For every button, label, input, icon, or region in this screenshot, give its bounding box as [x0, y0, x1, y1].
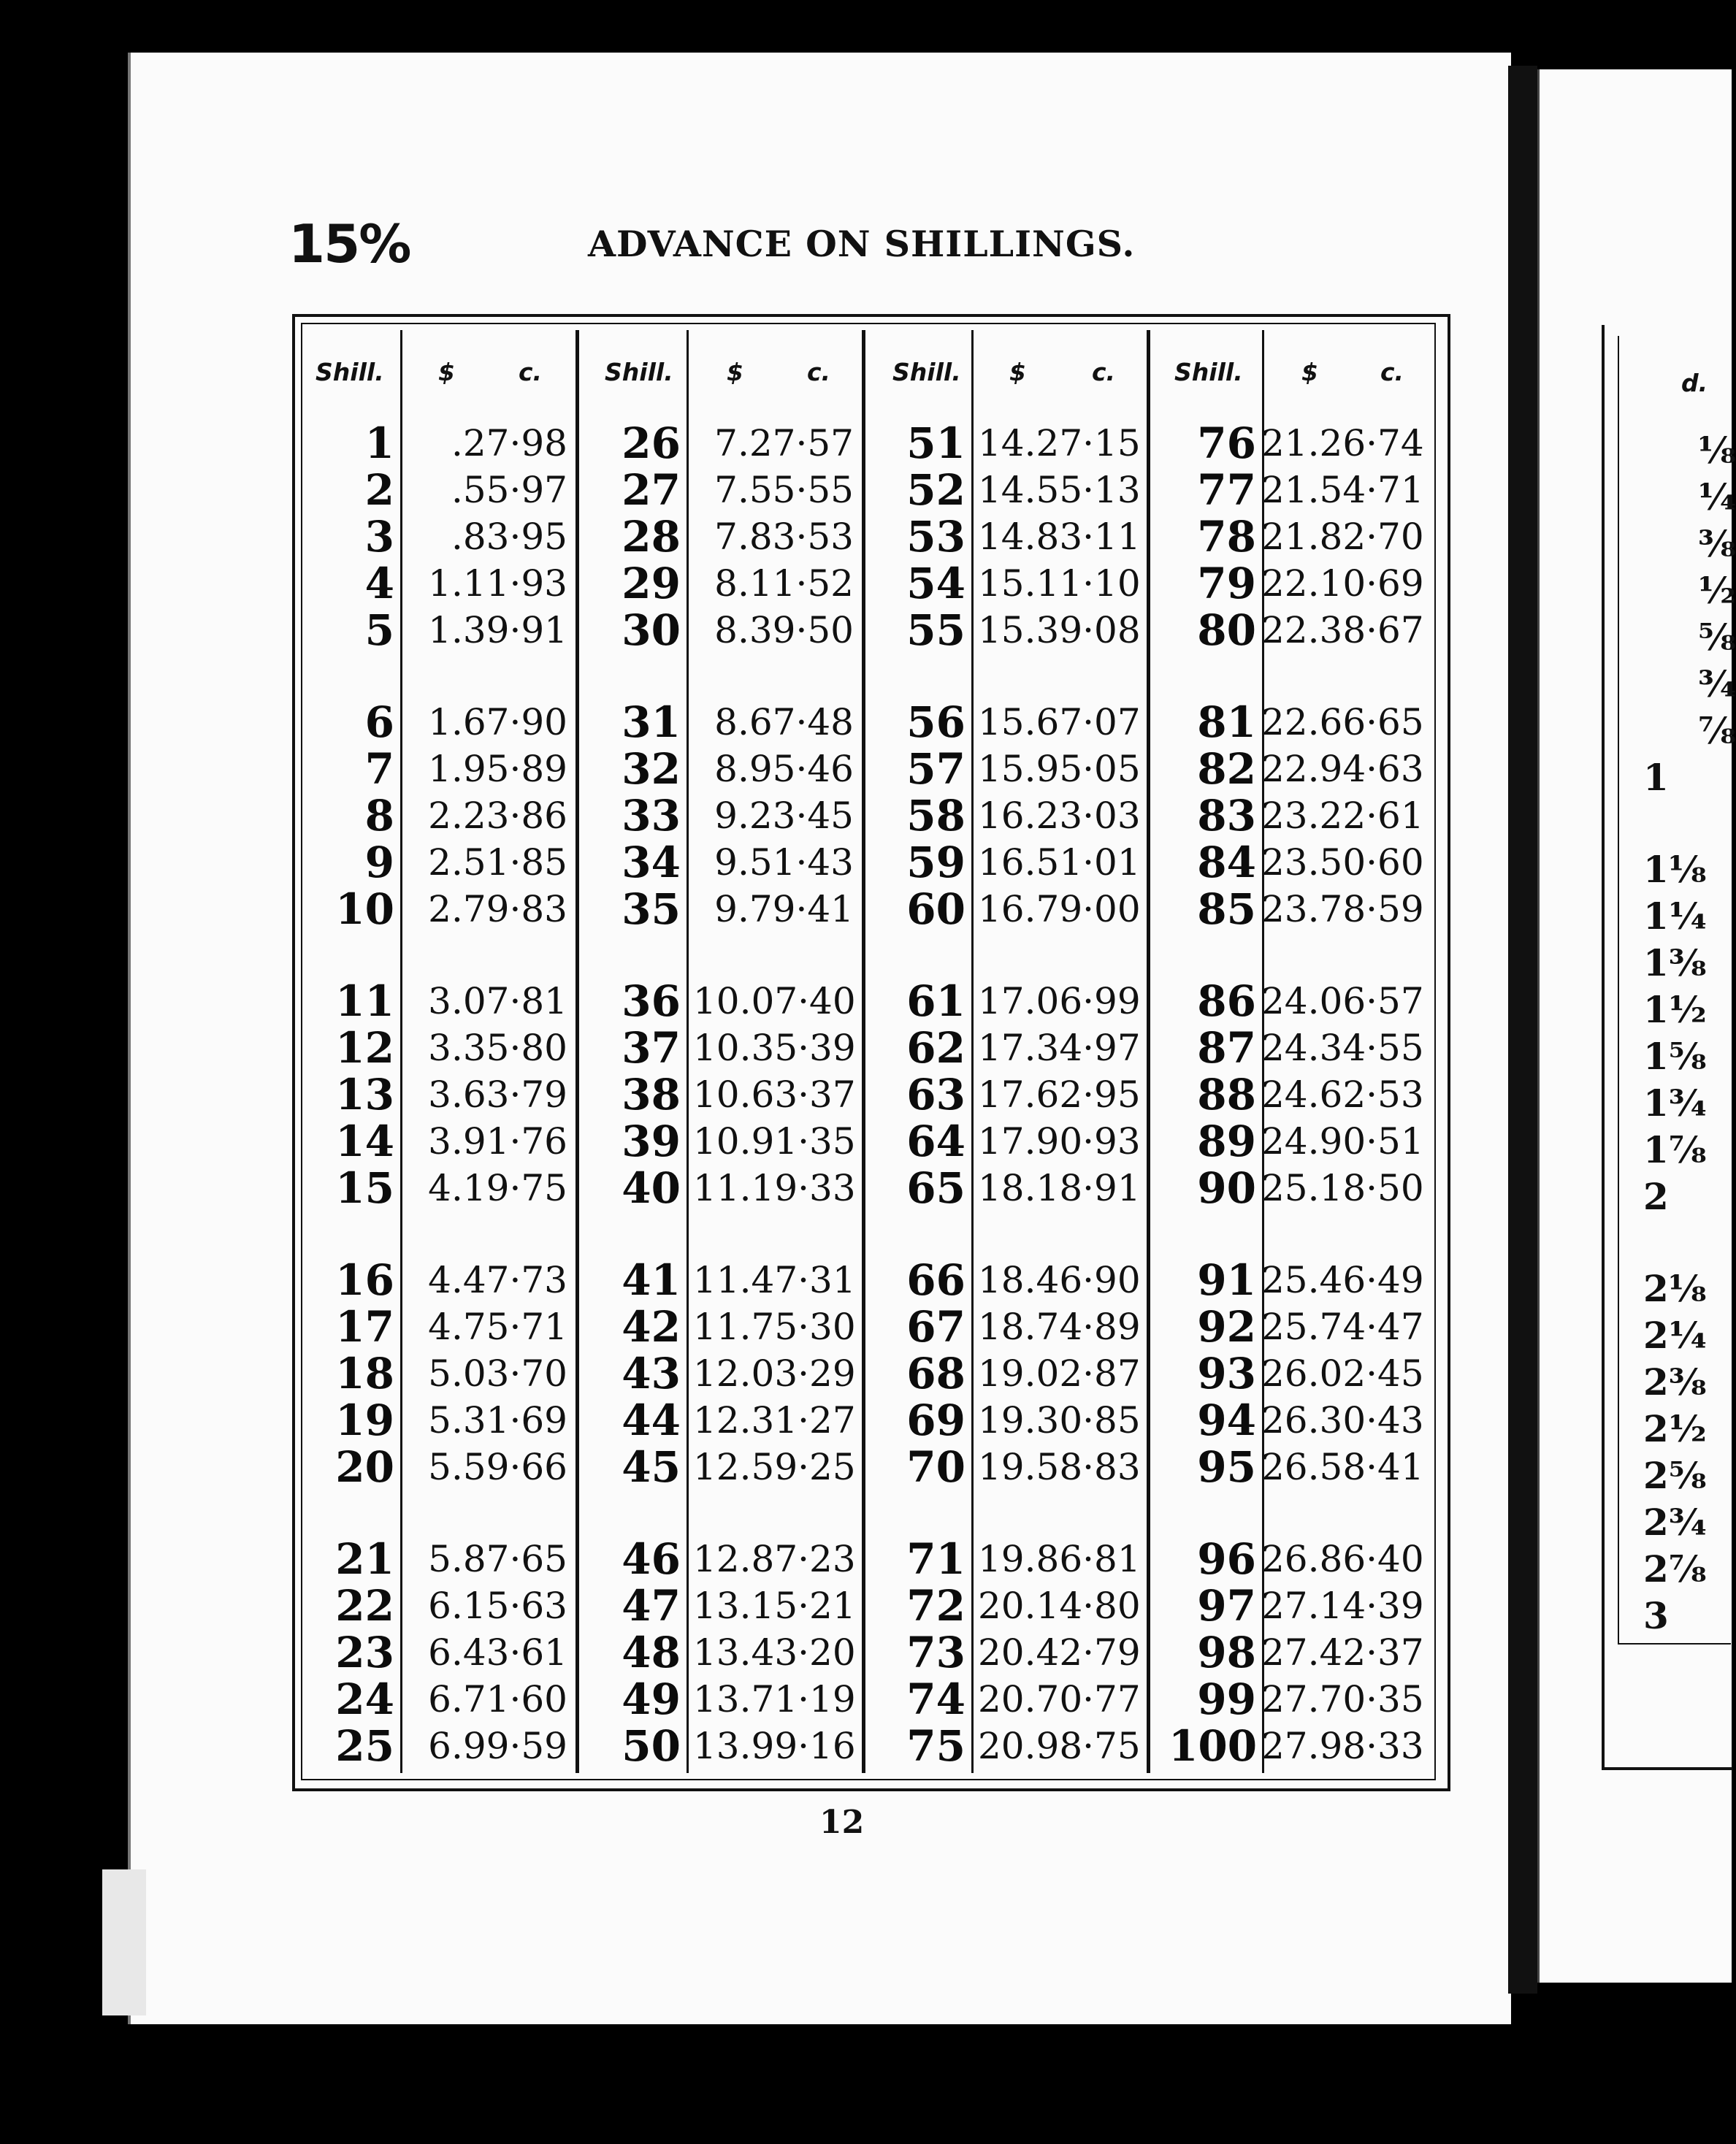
facing-value: 1¾	[1643, 1081, 1707, 1125]
column-header-cents: c.	[1092, 358, 1116, 386]
shilling-value: 71	[906, 1534, 965, 1584]
dollar-amount: 8.67·48	[714, 701, 854, 743]
shilling-value: 20	[335, 1442, 394, 1492]
shilling-value: 40	[622, 1163, 681, 1213]
dollar-amount: 25.74·47	[1261, 1306, 1424, 1348]
dollar-amount: 23.22·61	[1261, 795, 1424, 837]
dollar-amount: 16.51·01	[978, 841, 1141, 884]
dollar-amount: 5.03·70	[428, 1352, 567, 1395]
dollar-amount: 9.79·41	[714, 888, 854, 930]
dollar-amount: 7.83·53	[714, 516, 854, 558]
dollar-amount: 2.79·83	[428, 888, 567, 930]
shilling-value: 50	[622, 1721, 681, 1771]
dollar-amount: 5.31·69	[428, 1399, 567, 1442]
shilling-value: 55	[906, 605, 965, 655]
shilling-value: 37	[622, 1023, 681, 1073]
shilling-value: 5	[364, 605, 394, 655]
dollar-amount: 10.35·39	[693, 1027, 856, 1069]
shilling-value: 16	[335, 1255, 394, 1305]
column-rule	[400, 330, 402, 1773]
shilling-value: 28	[622, 512, 681, 562]
shilling-value: 43	[622, 1349, 681, 1398]
dollar-amount: 6.43·61	[428, 1631, 567, 1674]
shilling-value: 32	[622, 744, 681, 794]
shilling-value: 36	[622, 976, 681, 1026]
facing-value: ⅜	[1698, 522, 1736, 565]
column-header-shill: Shill.	[892, 358, 961, 386]
dollar-amount: 12.03·29	[693, 1352, 856, 1395]
shilling-value: 22	[335, 1581, 394, 1631]
dollar-amount: 15.95·05	[978, 748, 1141, 790]
shilling-value: 76	[1197, 418, 1256, 468]
shilling-value: 1	[364, 418, 394, 468]
column-rule	[862, 330, 865, 1773]
dollar-amount: 2.23·86	[428, 795, 567, 837]
facing-value: ⅛	[1698, 429, 1736, 472]
dollar-amount: 18.18·91	[978, 1167, 1141, 1209]
dollar-amount: 21.26·74	[1261, 422, 1424, 464]
column-rule	[687, 330, 689, 1773]
dollar-amount: 11.19·33	[693, 1167, 856, 1209]
dollar-amount: 19.02·87	[978, 1352, 1141, 1395]
shilling-value: 4	[364, 559, 394, 608]
percent-label: 15%	[288, 213, 410, 275]
shilling-value: 44	[622, 1395, 681, 1445]
dollar-amount: 20.42·79	[978, 1631, 1141, 1674]
dollar-amount: .27·98	[451, 422, 567, 464]
shilling-value: 54	[906, 559, 965, 608]
dollar-amount: 13.99·16	[693, 1725, 856, 1767]
facing-value: 2⅝	[1643, 1454, 1707, 1497]
dollar-amount: 24.06·57	[1261, 980, 1424, 1022]
shilling-value: 77	[1197, 465, 1256, 515]
facing-column-header: d.	[1681, 369, 1708, 397]
shilling-value: 60	[906, 884, 965, 934]
dollar-amount: 16.23·03	[978, 795, 1141, 837]
dollar-amount: 12.59·25	[693, 1446, 856, 1488]
dollar-amount: 24.62·53	[1261, 1073, 1424, 1116]
dollar-amount: 4.75·71	[428, 1306, 567, 1348]
dollar-amount: 23.50·60	[1261, 841, 1424, 884]
facing-value: 1⅛	[1643, 848, 1707, 891]
shilling-value: 58	[906, 791, 965, 841]
dollar-amount: 20.98·75	[978, 1725, 1141, 1767]
dollar-amount: 8.39·50	[714, 609, 854, 651]
shilling-value: 72	[906, 1581, 965, 1631]
dollar-amount: 18.74·89	[978, 1306, 1141, 1348]
dollar-amount: 9.23·45	[714, 795, 854, 837]
column-header-dollar: $	[727, 358, 743, 386]
shilling-value: 96	[1197, 1534, 1256, 1584]
shilling-value: 47	[622, 1581, 681, 1631]
shilling-value: 95	[1197, 1442, 1256, 1492]
shilling-value: 93	[1197, 1349, 1256, 1398]
shilling-value: 24	[335, 1674, 394, 1724]
facing-value: ¾	[1698, 662, 1736, 705]
dollar-amount: 17.90·93	[978, 1120, 1141, 1163]
dollar-amount: 3.07·81	[428, 980, 567, 1022]
shilling-value: 23	[335, 1628, 394, 1677]
shilling-value: 17	[335, 1302, 394, 1352]
dollar-amount: 26.02·45	[1261, 1352, 1424, 1395]
dollar-amount: 22.38·67	[1261, 609, 1424, 651]
dollar-amount: .83·95	[451, 516, 567, 558]
facing-value: 1⅝	[1643, 1035, 1707, 1078]
shilling-value: 75	[906, 1721, 965, 1771]
column-rule	[1147, 330, 1150, 1773]
dollar-amount: 19.58·83	[978, 1446, 1141, 1488]
shilling-value: 97	[1197, 1581, 1256, 1631]
shilling-value: 49	[622, 1674, 681, 1724]
shilling-value: 73	[906, 1628, 965, 1677]
dollar-amount: 17.34·97	[978, 1027, 1141, 1069]
facing-value: ⅝	[1698, 616, 1736, 659]
shilling-value: 62	[906, 1023, 965, 1073]
dollar-amount: 27.42·37	[1261, 1631, 1424, 1674]
dollar-amount: 1.67·90	[428, 701, 567, 743]
shilling-value: 51	[906, 418, 965, 468]
dollar-amount: 14.27·15	[978, 422, 1141, 464]
dollar-amount: 16.79·00	[978, 888, 1141, 930]
facing-value: ½	[1698, 569, 1736, 612]
shilling-value: 13	[335, 1070, 394, 1119]
facing-value: ¼	[1698, 475, 1736, 518]
dollar-amount: 23.78·59	[1261, 888, 1424, 930]
facing-value: 2⅜	[1643, 1360, 1707, 1404]
dollar-amount: 1.11·93	[428, 562, 567, 605]
shilling-value: 85	[1197, 884, 1256, 934]
column-rule	[971, 330, 974, 1773]
shilling-value: 21	[335, 1534, 394, 1584]
dollar-amount: 14.83·11	[978, 516, 1141, 558]
dollar-amount: 11.75·30	[693, 1306, 856, 1348]
shilling-value: 25	[335, 1721, 394, 1771]
shilling-value: 41	[622, 1255, 681, 1305]
dollar-amount: 6.15·63	[428, 1585, 567, 1627]
facing-value: 2½	[1643, 1407, 1707, 1450]
column-header-shill: Shill.	[605, 358, 673, 386]
shilling-value: 61	[906, 976, 965, 1026]
dollar-amount: 6.71·60	[428, 1678, 567, 1720]
facing-value: 1⅞	[1643, 1128, 1707, 1171]
shilling-value: 83	[1197, 791, 1256, 841]
shilling-value: 45	[622, 1442, 681, 1492]
dollar-amount: 22.66·65	[1261, 701, 1424, 743]
shilling-value: 94	[1197, 1395, 1256, 1445]
shilling-value: 9	[364, 838, 394, 887]
shilling-value: 26	[622, 418, 681, 468]
shilling-value: 90	[1197, 1163, 1256, 1213]
dollar-amount: 15.67·07	[978, 701, 1141, 743]
shilling-value: 65	[906, 1163, 965, 1213]
shilling-value: 74	[906, 1674, 965, 1724]
shilling-value: 48	[622, 1628, 681, 1677]
shilling-value: 100	[1169, 1721, 1258, 1771]
shilling-value: 6	[364, 697, 394, 747]
shilling-value: 56	[906, 697, 965, 747]
facing-value: 2¼	[1643, 1314, 1707, 1357]
column-rule	[576, 330, 579, 1773]
shilling-value: 3	[364, 512, 394, 562]
shilling-value: 19	[335, 1395, 394, 1445]
dollar-amount: 25.46·49	[1261, 1259, 1424, 1301]
dollar-amount: .55·97	[451, 469, 567, 511]
shilling-value: 98	[1197, 1628, 1256, 1677]
dollar-amount: 4.19·75	[428, 1167, 567, 1209]
dollar-amount: 14.55·13	[978, 469, 1141, 511]
dollar-amount: 20.14·80	[978, 1585, 1141, 1627]
dollar-amount: 27.70·35	[1261, 1678, 1424, 1720]
dollar-amount: 17.06·99	[978, 980, 1141, 1022]
shilling-value: 88	[1197, 1070, 1256, 1119]
dollar-amount: 7.27·57	[714, 422, 854, 464]
shilling-value: 68	[906, 1349, 965, 1398]
shilling-value: 39	[622, 1117, 681, 1166]
shilling-value: 87	[1197, 1023, 1256, 1073]
dollar-amount: 24.90·51	[1261, 1120, 1424, 1163]
dollar-amount: 6.99·59	[428, 1725, 567, 1767]
dollar-amount: 27.98·33	[1261, 1725, 1424, 1767]
shilling-value: 15	[335, 1163, 394, 1213]
facing-value: 2¾	[1643, 1501, 1707, 1544]
facing-value: 1½	[1643, 988, 1707, 1031]
dollar-amount: 26.86·40	[1261, 1538, 1424, 1580]
page-edge	[102, 1869, 146, 2015]
dollar-amount: 1.39·91	[428, 609, 567, 651]
column-header-shill: Shill.	[316, 358, 384, 386]
column-header-cents: c.	[519, 358, 543, 386]
dollar-amount: 3.63·79	[428, 1073, 567, 1116]
shilling-value: 7	[364, 744, 394, 794]
dollar-amount: 15.39·08	[978, 609, 1141, 651]
dollar-amount: 20.70·77	[978, 1678, 1141, 1720]
shilling-value: 10	[335, 884, 394, 934]
dollar-amount: 15.11·10	[978, 562, 1141, 605]
shilling-value: 81	[1197, 697, 1256, 747]
facing-value: 1⅜	[1643, 941, 1707, 984]
dollar-amount: 12.87·23	[693, 1538, 856, 1580]
book-gutter	[1508, 66, 1537, 1994]
dollar-amount: 21.54·71	[1261, 469, 1424, 511]
shilling-value: 66	[906, 1255, 965, 1305]
shilling-value: 64	[906, 1117, 965, 1166]
shilling-value: 31	[622, 697, 681, 747]
shilling-value: 35	[622, 884, 681, 934]
shilling-value: 11	[335, 976, 394, 1026]
shilling-value: 89	[1197, 1117, 1256, 1166]
dollar-amount: 3.35·80	[428, 1027, 567, 1069]
facing-value: 2⅞	[1643, 1547, 1707, 1590]
shilling-value: 99	[1197, 1674, 1256, 1724]
column-header-dollar: $	[1009, 358, 1026, 386]
shilling-value: 38	[622, 1070, 681, 1119]
facing-value: 1	[1643, 756, 1669, 799]
shilling-value: 53	[906, 512, 965, 562]
dollar-amount: 18.46·90	[978, 1259, 1141, 1301]
shilling-value: 78	[1197, 512, 1256, 562]
dollar-amount: 22.94·63	[1261, 748, 1424, 790]
dollar-amount: 7.55·55	[714, 469, 854, 511]
facing-value: 3	[1643, 1594, 1669, 1637]
dollar-amount: 19.30·85	[978, 1399, 1141, 1442]
shilling-value: 70	[906, 1442, 965, 1492]
page-title: ADVANCE ON SHILLINGS.	[588, 223, 1136, 265]
shilling-value: 57	[906, 744, 965, 794]
dollar-amount: 19.86·81	[978, 1538, 1141, 1580]
facing-value: 2⅛	[1643, 1267, 1707, 1310]
shilling-value: 30	[622, 605, 681, 655]
dollar-amount: 13.43·20	[693, 1631, 856, 1674]
dollar-amount: 4.47·73	[428, 1259, 567, 1301]
dollar-amount: 24.34·55	[1261, 1027, 1424, 1069]
shilling-value: 86	[1197, 976, 1256, 1026]
shilling-value: 59	[906, 838, 965, 887]
dollar-amount: 13.71·19	[693, 1678, 856, 1720]
shilling-value: 29	[622, 559, 681, 608]
dollar-amount: 27.14·39	[1261, 1585, 1424, 1627]
dollar-amount: 22.10·69	[1261, 562, 1424, 605]
dollar-amount: 8.11·52	[714, 562, 854, 605]
dollar-amount: 2.51·85	[428, 841, 567, 884]
shilling-value: 69	[906, 1395, 965, 1445]
dollar-amount: 12.31·27	[693, 1399, 856, 1442]
shilling-value: 18	[335, 1349, 394, 1398]
shilling-value: 67	[906, 1302, 965, 1352]
dollar-amount: 9.51·43	[714, 841, 854, 884]
dollar-amount: 26.58·41	[1261, 1446, 1424, 1488]
shilling-value: 14	[335, 1117, 394, 1166]
dollar-amount: 10.63·37	[693, 1073, 856, 1116]
shilling-value: 12	[335, 1023, 394, 1073]
dollar-amount: 11.47·31	[693, 1259, 856, 1301]
column-header-dollar: $	[438, 358, 455, 386]
shilling-value: 82	[1197, 744, 1256, 794]
shilling-value: 34	[622, 838, 681, 887]
dollar-amount: 26.30·43	[1261, 1399, 1424, 1442]
shilling-value: 91	[1197, 1255, 1256, 1305]
shilling-value: 2	[364, 465, 394, 515]
dollar-amount: 5.87·65	[428, 1538, 567, 1580]
shilling-value: 84	[1197, 838, 1256, 887]
dollar-amount: 10.91·35	[693, 1120, 856, 1163]
shilling-value: 63	[906, 1070, 965, 1119]
shilling-value: 92	[1197, 1302, 1256, 1352]
shilling-value: 46	[622, 1534, 681, 1584]
shilling-value: 8	[364, 791, 394, 841]
dollar-amount: 1.95·89	[428, 748, 567, 790]
dollar-amount: 8.95·46	[714, 748, 854, 790]
dollar-amount: 17.62·95	[978, 1073, 1141, 1116]
facing-value: 1¼	[1643, 895, 1707, 938]
facing-value: ⅞	[1698, 709, 1736, 752]
shilling-value: 52	[906, 465, 965, 515]
dollar-amount: 3.91·76	[428, 1120, 567, 1163]
shilling-value: 79	[1197, 559, 1256, 608]
facing-value: 2	[1643, 1175, 1669, 1218]
page-number: 12	[819, 1804, 865, 1841]
dollar-amount: 5.59·66	[428, 1446, 567, 1488]
shilling-value: 27	[622, 465, 681, 515]
column-header-dollar: $	[1301, 358, 1318, 386]
shilling-value: 42	[622, 1302, 681, 1352]
dollar-amount: 13.15·21	[693, 1585, 856, 1627]
column-header-shill: Shill.	[1174, 358, 1243, 386]
shilling-value: 80	[1197, 605, 1256, 655]
column-header-cents: c.	[807, 358, 831, 386]
dollar-amount: 25.18·50	[1261, 1167, 1424, 1209]
dollar-amount: 21.82·70	[1261, 516, 1424, 558]
column-header-cents: c.	[1380, 358, 1404, 386]
shilling-value: 33	[622, 791, 681, 841]
dollar-amount: 10.07·40	[693, 980, 856, 1022]
